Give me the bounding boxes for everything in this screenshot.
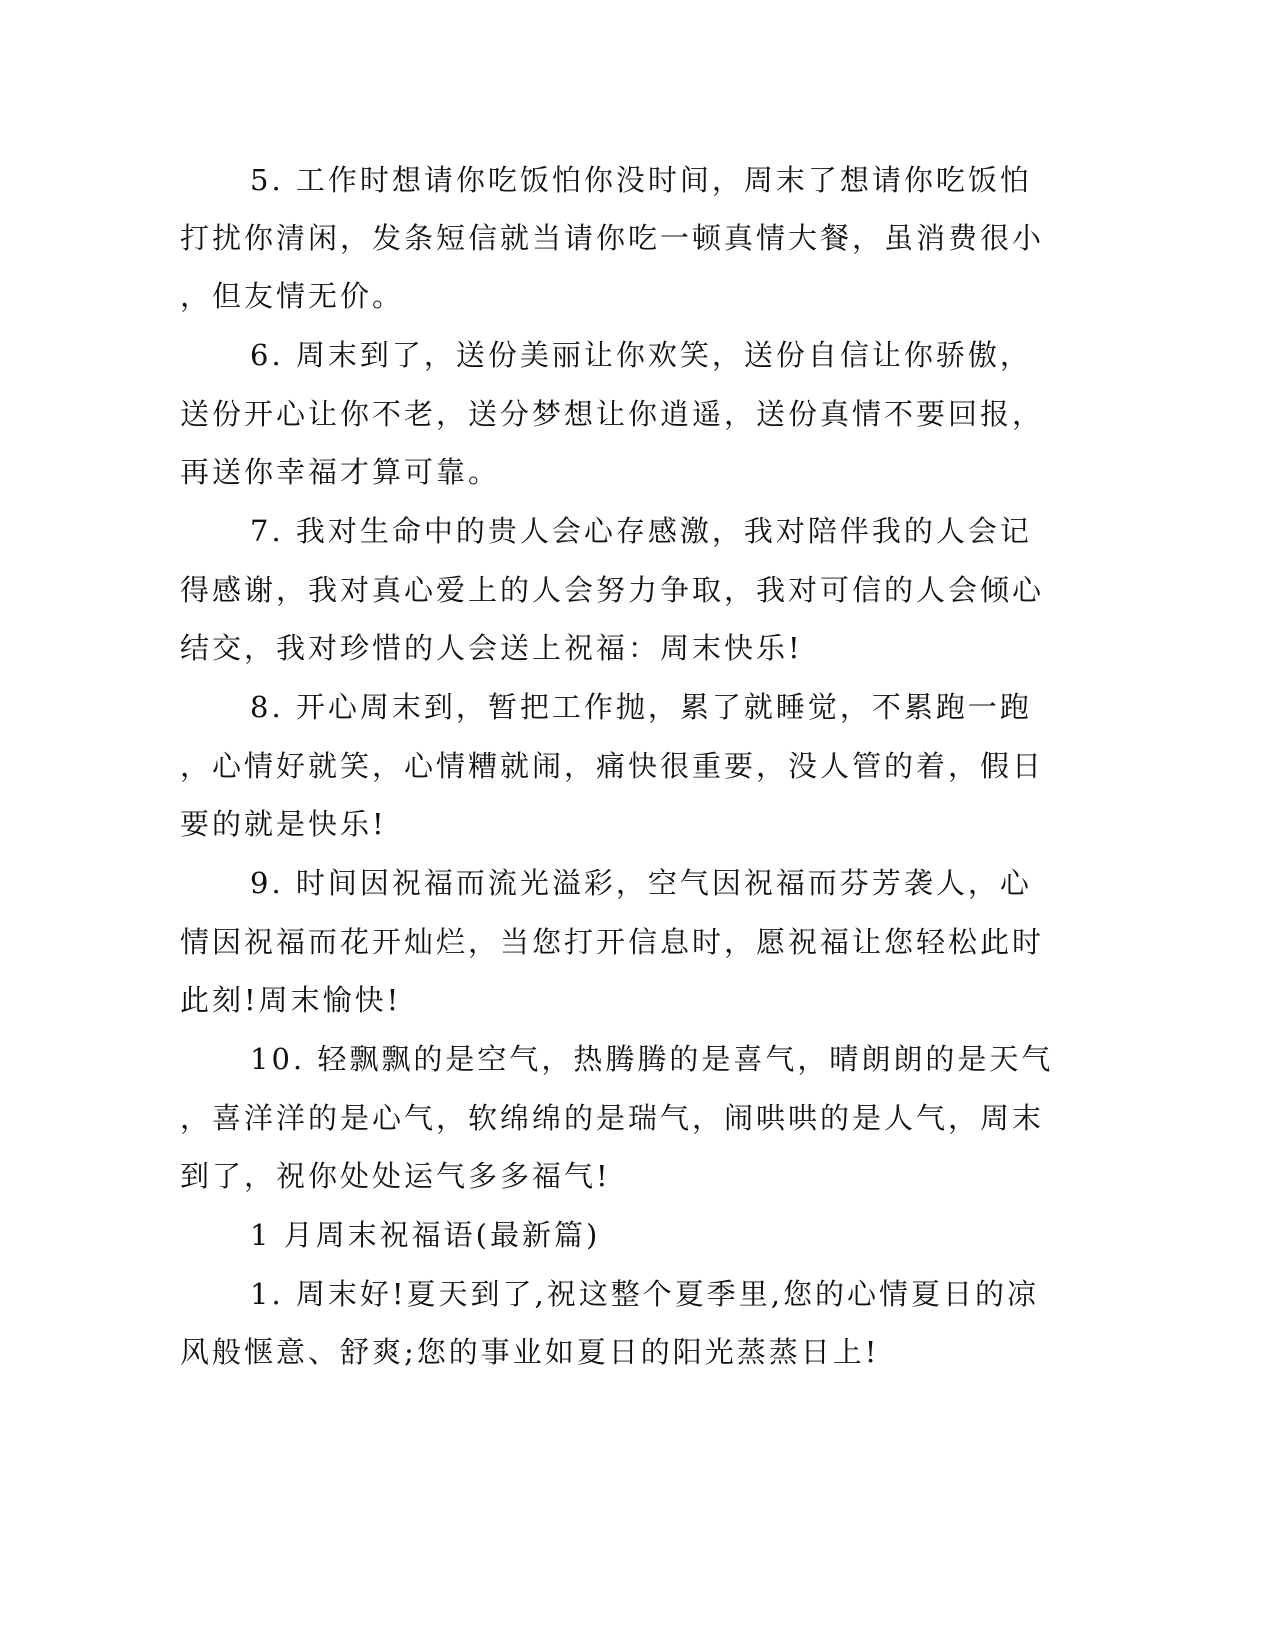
paragraph-10-line-2: ，喜洋洋的是心气，软绵绵的是瑞气，闹哄哄的是人气，周末 [180,1101,1045,1135]
paragraph-6-line-1: 6. 周末到了，送份美丽让你欢笑，送份自信让你骄傲， [250,338,1032,372]
section-heading: 1 月周末祝福语(最新篇) [250,1218,601,1252]
paragraph-6-line-2: 送份开心让你不老，送分梦想让你逍遥，送份真情不要回报， [180,397,1045,431]
paragraph-8-line-3: 要的就是快乐! [180,807,387,841]
paragraph-5-line-2: 打扰你清闲，发条短信就当请你吃一顿真情大餐，虽消费很小 [180,221,1045,255]
paragraph-9-line-3: 此刻!周末愉快! [180,983,402,1017]
paragraph-7-line-1: 7. 我对生命中的贵人会心存感激，我对陪伴我的人会记 [250,514,1032,548]
paragraph-7-line-3: 结交，我对珍惜的人会送上祝福：周末快乐! [180,631,803,665]
paragraph-10-line-1: 10. 轻飘飘的是空气，热腾腾的是喜气，晴朗朗的是天气 [250,1042,1054,1076]
paragraph-10-line-3: 到了，祝你处处运气多多福气! [180,1159,611,1193]
paragraph-9-line-1: 9. 时间因祝福而流光溢彩，空气因祝福而芬芳袭人，心 [250,866,1032,900]
paragraph-5-line-1: 5. 工作时想请你吃饭怕你没时间，周末了想请你吃饭怕 [250,163,1032,197]
paragraph-8-line-1: 8. 开心周末到，暂把工作抛，累了就睡觉，不累跑一跑 [250,690,1032,724]
paragraph-1-line-1: 1. 周末好!夏天到了,祝这整个夏季里,您的心情夏日的凉 [250,1277,1039,1311]
paragraph-9-line-2: 情因祝福而花开灿烂，当您打开信息时，愿祝福让您轻松此时 [180,925,1045,959]
paragraph-8-line-2: ，心情好就笑，心情糟就闹，痛快很重要，没人管的着，假日 [180,749,1045,783]
paragraph-7-line-2: 得感谢，我对真心爱上的人会努力争取，我对可信的人会倾心 [180,573,1045,607]
paragraph-6-line-3: 再送你幸福才算可靠。 [180,455,501,489]
paragraph-1-line-2: 风般惬意、舒爽;您的事业如夏日的阳光蒸蒸日上! [180,1335,880,1369]
paragraph-5-line-3: ，但友情无价。 [180,279,405,313]
